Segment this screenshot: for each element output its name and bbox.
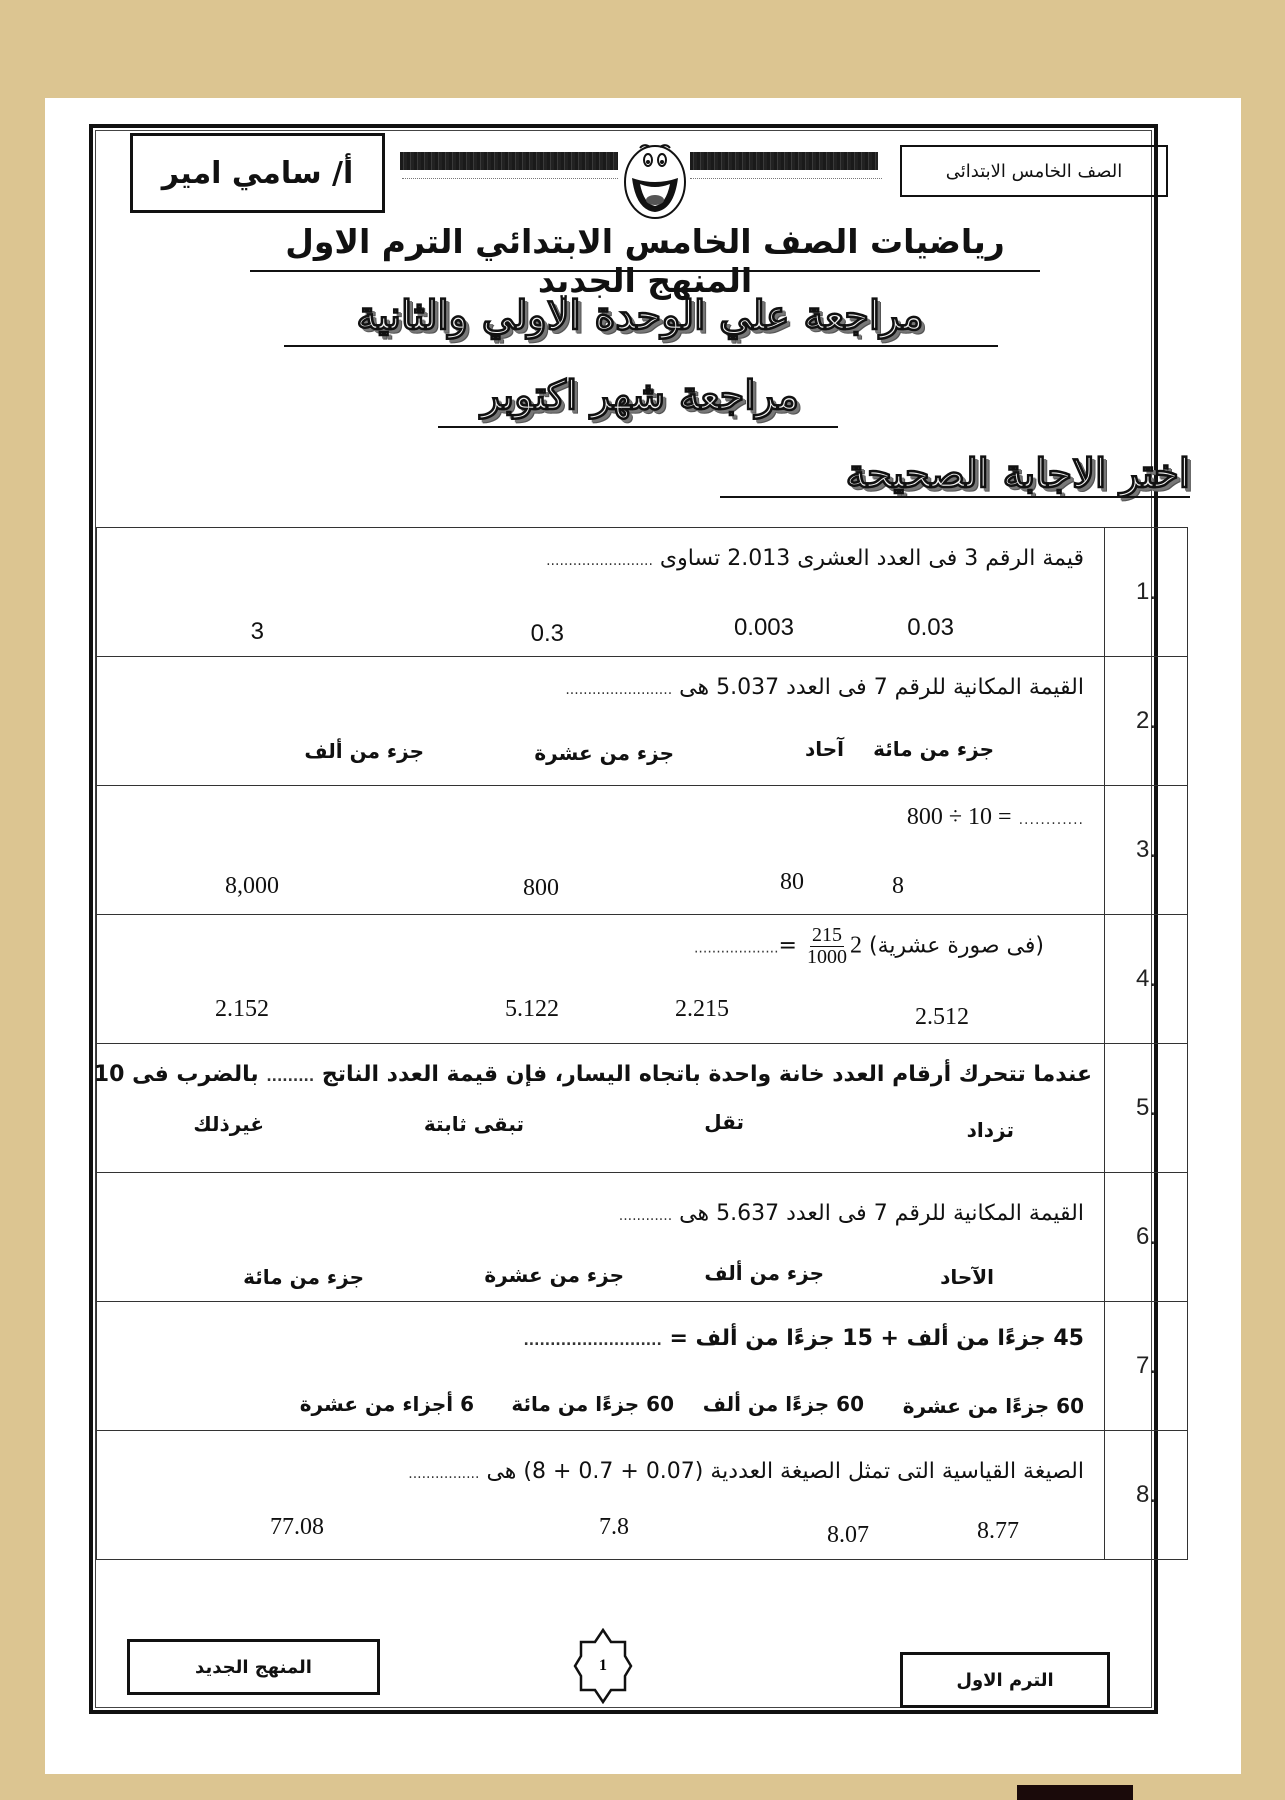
question-number: .7 [1105,1302,1188,1431]
question-stem: 800 ÷ 10 = [906,804,1012,830]
option[interactable]: 60 جزءًا من ألف [702,1392,864,1416]
question-stem: (فى صورة عشرية) [868,933,1044,959]
equals-sign: = [778,933,797,959]
question-number: .3 [1105,786,1188,915]
option[interactable]: جزء من ألف [704,1261,824,1285]
question-row [97,786,1188,915]
answer-blank: ................... [693,940,779,957]
question-stem: الصيغة القياسية التى تمثل الصيغة العددية (0.07 + 0.7 + 8) هى [486,1459,1084,1484]
curriculum-label-box [127,1639,380,1695]
option[interactable]: تبقى ثابتة [423,1112,524,1136]
option[interactable]: غيرذلك [193,1112,264,1136]
corner-block [1017,1785,1133,1800]
answer-blank: ........................ [546,553,653,569]
option[interactable]: 8.07 [827,1522,869,1548]
subtitle-units-underline [284,345,998,347]
questions-table [93,527,1188,1560]
fraction-denominator: 1000 [806,946,847,968]
option[interactable]: 2.152 [215,996,269,1022]
question-body [97,657,1105,786]
question-body [97,1302,1105,1431]
question-row [97,915,1188,1044]
page-number-badge [573,1628,633,1704]
option[interactable]: 60 جزءًا من مائة [511,1392,674,1416]
answer-blank: ........................ [565,682,673,698]
instruction-underline [720,496,1190,498]
answer-blank: ............ [1018,812,1084,828]
decorative-dotline-right [690,178,882,179]
option[interactable]: جزء من عشرة [534,741,674,765]
question-body [93,1044,1105,1173]
decorative-dotline-left [402,178,618,179]
fraction [807,925,847,968]
question-body [97,1431,1105,1560]
question-row [97,1431,1188,1560]
option[interactable]: 800 [523,875,559,901]
question-text [546,546,1084,571]
question-row [97,1302,1188,1431]
option[interactable]: 8 [892,873,904,899]
question-text [94,1062,1092,1087]
option[interactable]: آحاد [804,737,844,761]
option[interactable]: 2.512 [915,1004,969,1030]
option[interactable]: 60 جزءًا من عشرة [902,1394,1084,1418]
question-number: .1 [1105,528,1188,657]
question-text [694,925,1044,968]
question-text [907,804,1084,831]
question-number: .5 [1105,1044,1188,1173]
question-text [408,1459,1084,1484]
page-number: 1 [599,1657,607,1674]
fraction-numerator: 215 [811,924,842,946]
question-body [97,528,1105,657]
question-stem: 45 جزءًا من ألف + 15 جزءًا من ألف = [669,1326,1084,1351]
main-title-underline [250,270,1040,272]
question-row [97,1173,1188,1302]
option[interactable]: الآحاد [940,1265,994,1289]
answer-blank: ............ [618,1208,673,1224]
option[interactable]: 0.003 [733,614,794,641]
question-row [97,1044,1188,1173]
option[interactable]: جزء من مائة [873,737,994,761]
option[interactable]: تقل [704,1110,744,1134]
option[interactable]: 7.8 [599,1514,629,1540]
subtitle-month-underline [438,426,838,428]
question-stem-end: بالضرب فى 10 [93,1062,259,1087]
subtitle-month: مراجعة شهر اكتوبر [480,372,800,419]
option[interactable]: 8.77 [977,1518,1019,1544]
question-body [97,786,1105,915]
grade-label-box [900,145,1168,197]
teacher-name: أ/ سامي امير [161,155,354,191]
question-stem: قيمة الرقم 3 فى العدد العشرى 2.013 تساوى [659,546,1084,571]
question-stem: القيمة المكانية للرقم 7 فى العدد 5.637 هى [679,1201,1084,1226]
instruction-heading: اختر الاجابة الصحيحة [845,450,1190,497]
option[interactable]: 77.08 [270,1514,324,1540]
question-body [97,915,1105,1044]
decorative-bar-left [400,152,618,170]
teacher-name-box [130,133,385,213]
option[interactable]: 3 [250,618,264,645]
subtitle-units: مراجعة علي الوحدة الاولي والثانية [356,292,924,339]
decorative-bar-right [690,152,878,170]
option[interactable]: 8,000 [225,873,279,899]
answer-blank: ......... [266,1069,315,1085]
option[interactable]: جزء من عشرة [484,1263,624,1287]
question-stem: عندما تتحرك أرقام العدد خانة واحدة باتجاه اليسار، فإن قيمة العدد الناتج [321,1062,1092,1087]
smiley-face-icon [618,134,692,222]
question-text [565,675,1084,700]
main-title: رياضيات الصف الخامس الابتدائي الترم الاول المنهج الجديد [285,222,1005,300]
question-body [97,1173,1105,1302]
question-number: .4 [1105,915,1188,1044]
term-label-box [900,1652,1110,1708]
option[interactable]: 0.3 [530,620,564,647]
question-stem: القيمة المكانية للرقم 7 فى العدد 5.037 هى [679,675,1084,700]
option[interactable]: 80 [780,869,804,895]
question-number: .6 [1105,1173,1188,1302]
curriculum-label: المنهج الجديد [195,1656,312,1678]
option[interactable]: 0.03 [907,614,954,641]
grade-label: الصف الخامس الابتدائى [945,160,1123,182]
option[interactable]: 6 أجزاء من عشرة [299,1392,474,1416]
mixed-number-whole: 2 [849,932,862,959]
answer-blank: ................ [408,1466,480,1482]
question-text [619,1201,1084,1226]
option[interactable]: جزء من ألف [304,739,424,763]
option[interactable]: 2.215 [675,996,729,1022]
option[interactable]: 5.122 [505,996,559,1022]
question-row [97,528,1188,657]
question-number: .8 [1105,1431,1188,1560]
answer-blank: .......................... [523,1333,662,1349]
option[interactable]: تزداد [966,1118,1014,1142]
question-number: .2 [1105,657,1188,786]
question-text [523,1326,1084,1351]
question-row [97,657,1188,786]
term-label: الترم الاول [956,1669,1054,1691]
option[interactable]: جزء من مائة [243,1265,364,1289]
